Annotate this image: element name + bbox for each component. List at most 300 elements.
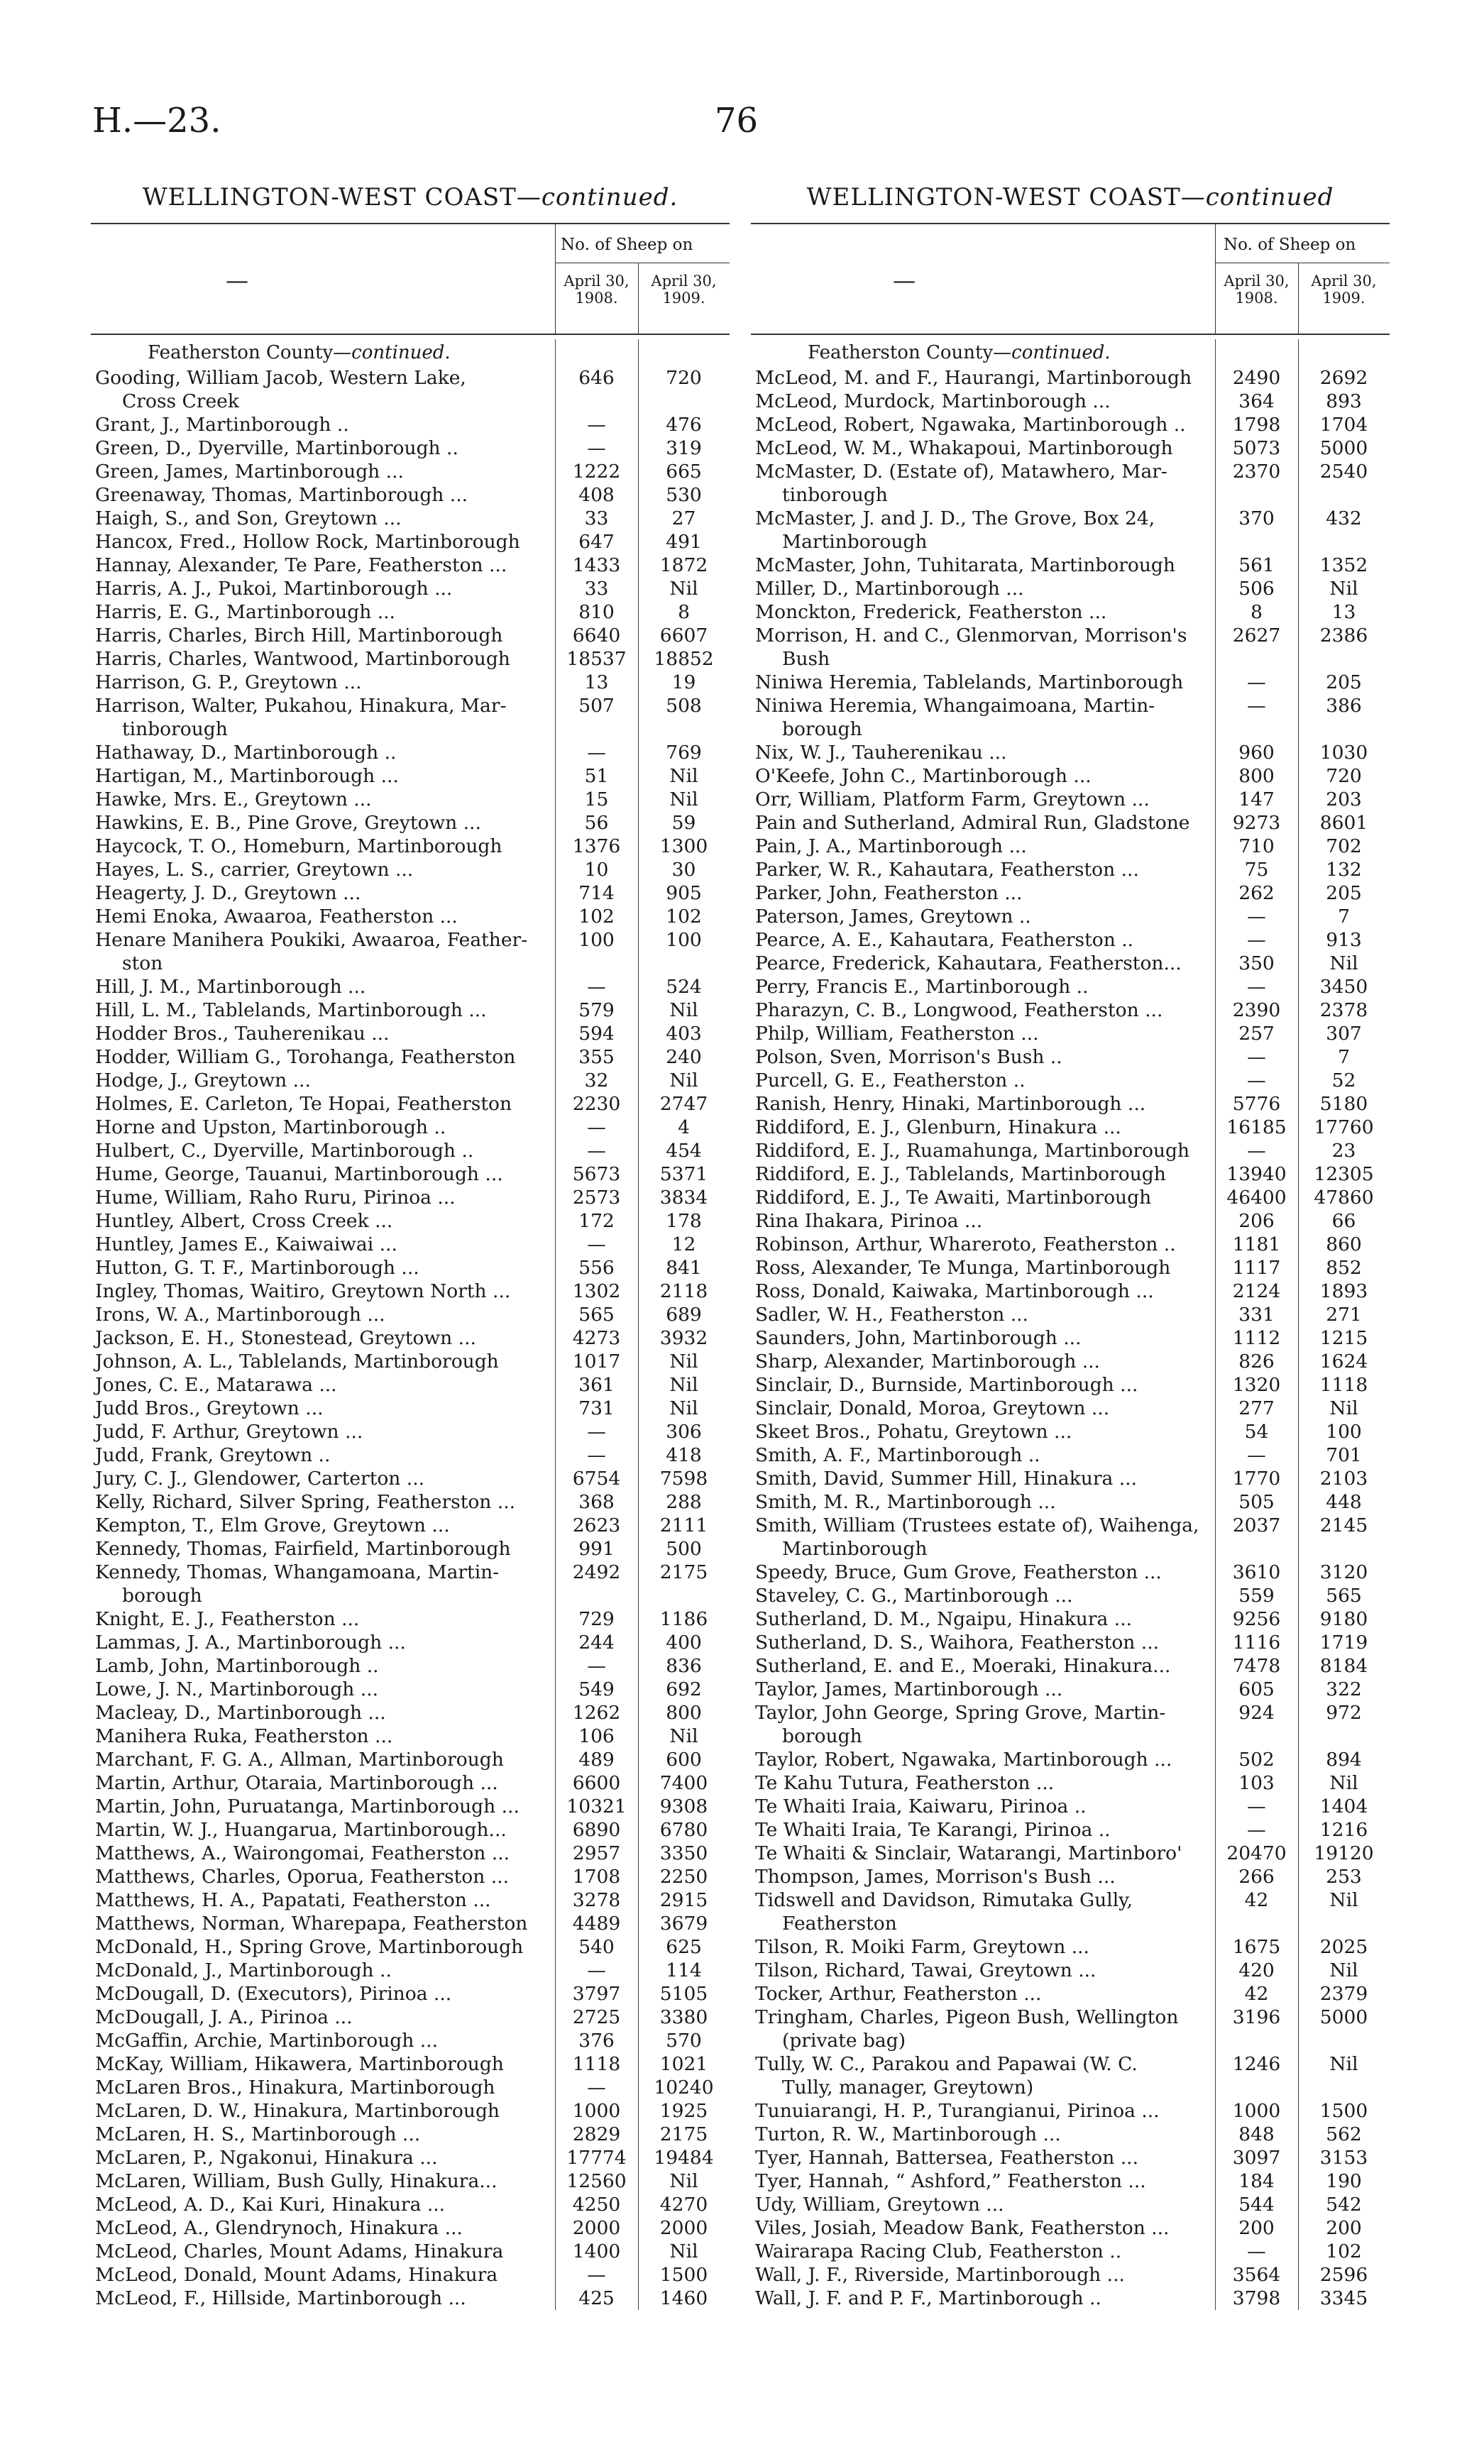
sheep-1908-cell: 54 xyxy=(1244,1421,1269,1443)
entry-name: Pharazyn, C. B., Longwood, Featherston ... xyxy=(755,999,1163,1021)
sheep-1909-cell: 403 xyxy=(666,1023,702,1045)
entry-name: McGaffin, Archie, Martinborough ... xyxy=(95,2030,439,2052)
sheep-1908-cell: 1433 xyxy=(572,554,621,576)
entry-name: Smith, William (Trustees estate of), Waihenga, xyxy=(755,1514,1199,1536)
entry-name: Te Whaiti Iraia, Te Karangi, Pirinoa .. xyxy=(755,1819,1111,1841)
sheep-1909-cell: 6780 xyxy=(659,1819,708,1841)
entry-name: McMaster, J. and J. D., The Grove, Box 24, xyxy=(755,507,1155,529)
entry-name: Knight, E. J., Featherston ... xyxy=(95,1608,360,1630)
sheep-1908-cell: 2037 xyxy=(1232,1514,1281,1536)
table-row xyxy=(91,2099,730,2123)
entry-name: Harris, Charles, Wantwood, Martinborough xyxy=(95,648,510,670)
sheep-1908-cell: 368 xyxy=(578,1491,615,1513)
sheep-1909-cell: 1030 xyxy=(1319,742,1368,764)
entry-name: Nix, W. J., Tauherenikau ... xyxy=(755,742,1007,764)
sheep-1909-cell: 476 xyxy=(666,414,702,436)
sheep-1908-cell: 51 xyxy=(584,765,609,787)
sheep-1909-cell: 19120 xyxy=(1314,1842,1374,1864)
sheep-1909-cell: 6607 xyxy=(659,625,708,647)
section-title-suffix: continued xyxy=(1205,183,1334,211)
sheep-1908-cell: 8 xyxy=(1251,601,1263,623)
sheep-1909-cell: 562 xyxy=(1326,2123,1362,2145)
entry-name: Skeet Bros., Pohatu, Greytown ... xyxy=(755,1421,1072,1443)
entry-name: McLeod, Charles, Mount Adams, Hinakura xyxy=(95,2240,504,2262)
sheep-1909-cell: 2540 xyxy=(1319,461,1368,483)
table-row xyxy=(91,1631,730,1654)
entry-name: McLeod, Murdock, Martinborough ... xyxy=(755,390,1111,412)
entry-name-continued: Cross Creek xyxy=(122,390,239,412)
sheep-1908-cell: 1000 xyxy=(572,2100,621,2122)
sheep-1909-cell: 665 xyxy=(666,461,702,483)
sheep-1908-cell: — xyxy=(1247,1795,1266,1817)
table-row xyxy=(91,764,730,788)
entry-name: Pain and Sutherland, Admiral Run, Gladstone xyxy=(755,812,1190,834)
sheep-1908-cell: — xyxy=(1247,1819,1266,1841)
sheep-1908-cell: 15 xyxy=(584,788,609,810)
sheep-1908-cell: 1222 xyxy=(572,461,621,483)
sheep-1909-cell: 1215 xyxy=(1319,1327,1368,1349)
table-row xyxy=(91,2123,730,2146)
sheep-1909-cell: 2118 xyxy=(659,1280,708,1302)
sheep-1909-cell: 1500 xyxy=(659,2264,708,2286)
sheep-1909-cell: 500 xyxy=(666,1538,702,1560)
entry-name: Hume, William, Raho Ruru, Pirinoa ... xyxy=(95,1187,456,1209)
col-header-line: 1908. xyxy=(1235,290,1278,307)
sheep-1908-cell: 800 xyxy=(1238,765,1275,787)
sheep-1909-cell: 102 xyxy=(666,906,702,928)
county-heading-suffix: continued. xyxy=(351,342,451,363)
sheep-1908-cell: — xyxy=(1247,906,1266,928)
sheep-1908-cell: 848 xyxy=(1238,2123,1275,2145)
sheep-1908-cell: 2000 xyxy=(572,2217,621,2239)
sheep-1908-cell: 544 xyxy=(1238,2194,1275,2216)
document-code: H.—23. xyxy=(92,101,221,141)
table-row xyxy=(91,1022,730,1045)
sheep-1908-cell: 2370 xyxy=(1232,461,1281,483)
table-row xyxy=(751,928,1390,952)
sheep-1908-cell: 100 xyxy=(578,929,615,951)
entry-name: Pain, J. A., Martinborough ... xyxy=(755,835,1027,857)
sheep-1909-cell: Nil xyxy=(669,1351,698,1373)
entry-name: McLeod, W. M., Whakapoui, Martinborough xyxy=(755,437,1173,459)
sheep-1908-cell: 370 xyxy=(1238,507,1275,529)
sheep-1908-cell: — xyxy=(1247,1444,1266,1466)
sheep-1908-cell: — xyxy=(587,1140,606,1162)
table-row xyxy=(91,1373,730,1397)
sheep-1908-cell: 559 xyxy=(1238,1585,1275,1607)
table-row xyxy=(751,811,1390,835)
table-row xyxy=(91,788,730,811)
sheep-1909-cell: 132 xyxy=(1326,859,1362,881)
table-row xyxy=(751,1678,1390,1701)
table-row xyxy=(751,1420,1390,1443)
sheep-1908-cell: 33 xyxy=(584,507,609,529)
section-title xyxy=(751,183,1390,223)
sheep-1908-cell: 425 xyxy=(578,2287,615,2309)
sheep-1909-cell: 3679 xyxy=(659,1913,708,1935)
sheep-1908-cell: — xyxy=(587,414,606,436)
col-header-line: April 30, xyxy=(1224,273,1290,290)
entry-name: Matthews, A., Wairongomai, Featherston ... xyxy=(95,1842,510,1864)
entry-name: Te Kahu Tutura, Featherston ... xyxy=(755,1772,1055,1794)
sheep-1908-cell: 2230 xyxy=(572,1093,621,1115)
sheep-1909-cell: 7400 xyxy=(659,1772,708,1794)
sheep-1908-cell: 33 xyxy=(584,578,609,600)
entry-name: Taylor, John George, Spring Grove, Martin- xyxy=(755,1702,1166,1724)
sheep-1909-cell: 59 xyxy=(671,812,696,834)
sheep-1909-cell: 852 xyxy=(1326,1257,1362,1279)
sheep-1908-cell: 7478 xyxy=(1232,1655,1281,1677)
sheep-1908-cell: 42 xyxy=(1244,1889,1269,1911)
sheep-1909-cell: 114 xyxy=(666,1959,702,1981)
table-row xyxy=(91,647,730,671)
sheep-1909-cell: 52 xyxy=(1331,1069,1356,1091)
sheep-1908-cell: 364 xyxy=(1238,390,1275,412)
entry-name: Lamb, John, Martinborough .. xyxy=(95,1655,379,1677)
entry-name: Haycock, T. O., Homeburn, Martinborough xyxy=(95,835,502,857)
sheep-1908-cell: 489 xyxy=(578,1749,615,1771)
sheep-1909-cell: 3380 xyxy=(659,2006,708,2028)
sheep-1909-cell: 701 xyxy=(1326,1444,1362,1466)
entry-name: Riddiford, E. J., Te Awaiti, Martinborough xyxy=(755,1187,1152,1209)
sheep-1908-cell: 355 xyxy=(578,1046,615,1068)
sheep-1908-cell: 5673 xyxy=(572,1163,621,1185)
sheep-1909-cell: Nil xyxy=(1329,952,1358,974)
entry-name: Tilson, R. Moiki Farm, Greytown ... xyxy=(755,1936,1089,1958)
sheep-1909-cell: 17760 xyxy=(1314,1116,1374,1138)
sheep-1909-cell: 530 xyxy=(666,484,702,506)
left-column xyxy=(91,183,730,2310)
sheep-1909-cell: 200 xyxy=(1326,2217,1362,2239)
sheep-1908-cell: — xyxy=(587,1444,606,1466)
table-row xyxy=(91,1818,730,1842)
sheep-1908-cell: 350 xyxy=(1238,952,1275,974)
sheep-1909-cell: 600 xyxy=(666,1749,702,1771)
sheep-1908-cell: 1400 xyxy=(572,2240,621,2262)
table-row xyxy=(91,2052,730,2076)
sheep-1908-cell: 257 xyxy=(1238,1023,1275,1045)
table-row xyxy=(91,1842,730,1865)
entry-name: Grant, J., Martinborough .. xyxy=(95,414,349,436)
entry-name: Hannay, Alexander, Te Pare, Featherston ... xyxy=(95,554,507,576)
sheep-1908-cell: 9273 xyxy=(1232,812,1281,834)
table-row xyxy=(91,483,730,507)
col-header-line: 1908. xyxy=(575,290,618,307)
entry-name: McMaster, John, Tuhitarata, Martinborough xyxy=(755,554,1175,576)
sheep-1908-cell: 2957 xyxy=(572,1842,621,1864)
table-row xyxy=(91,1443,730,1467)
sheep-1909-cell: 3345 xyxy=(1319,2287,1368,2309)
entry-name: Wall, J. F. and P. F., Martinborough .. xyxy=(755,2287,1101,2309)
table-body xyxy=(91,339,730,2310)
entry-name: Tully, W. C., Parakou and Papawai (W. C. xyxy=(755,2053,1138,2075)
sheep-1909-cell: 4 xyxy=(678,1116,690,1138)
sheep-1909-cell: 1872 xyxy=(659,554,708,576)
entry-name: Hume, George, Tauanui, Martinborough ... xyxy=(95,1163,503,1185)
table-row xyxy=(91,1069,730,1092)
sheep-1909-cell: 2145 xyxy=(1319,1514,1368,1536)
sheep-1908-cell: 3564 xyxy=(1232,2264,1281,2286)
sheep-1909-cell: 190 xyxy=(1326,2170,1362,2192)
sheep-1908-cell: — xyxy=(1247,695,1266,717)
table-row xyxy=(751,999,1390,1022)
table-row xyxy=(751,858,1390,881)
table-row xyxy=(91,1514,730,1537)
table-row xyxy=(91,1561,730,1607)
entry-name: Lowe, J. N., Martinborough ... xyxy=(95,1678,379,1700)
table-row xyxy=(91,1888,730,1912)
entry-name: Judd Bros., Greytown ... xyxy=(95,1397,324,1419)
sheep-1909-cell: 905 xyxy=(666,882,702,904)
col-header-line: 1909. xyxy=(662,290,705,307)
table-row xyxy=(751,694,1390,741)
sheep-1908-cell: 1117 xyxy=(1232,1257,1281,1279)
table-row xyxy=(91,881,730,905)
table-row xyxy=(91,1116,730,1139)
entry-name: Hemi Enoka, Awaaroa, Featherston ... xyxy=(95,906,458,928)
sheep-1909-cell: 1118 xyxy=(1319,1374,1368,1396)
entry-name-continued: Featherston xyxy=(782,1913,897,1935)
sheep-1908-cell: 1675 xyxy=(1232,1936,1281,1958)
sheep-1909-cell: 1300 xyxy=(659,835,708,857)
table-row xyxy=(91,1959,730,1982)
entry-name: Marchant, F. G. A., Allman, Martinborough xyxy=(95,1749,504,1771)
name-column-header: — xyxy=(893,267,916,294)
table-row xyxy=(91,1045,730,1069)
sheep-1908-cell: 2490 xyxy=(1232,367,1281,389)
entry-name-continued: ston xyxy=(122,952,163,974)
col-header-line: 1909. xyxy=(1322,290,1365,307)
sheep-1908-cell: 42 xyxy=(1244,1983,1269,2005)
table-row xyxy=(91,2146,730,2169)
entry-name: Wall, J. F., Riverside, Martinborough ... xyxy=(755,2264,1125,2286)
entry-name: Philp, William, Featherston ... xyxy=(755,1023,1039,1045)
sheep-1908-cell: 605 xyxy=(1238,1678,1275,1700)
entry-name: Riddiford, E. J., Glenburn, Hinakura ... xyxy=(755,1116,1121,1138)
entry-name: Hartigan, M., Martinborough ... xyxy=(95,765,399,787)
sheep-1908-cell: 32 xyxy=(584,1069,609,1091)
sheep-1909-cell: Nil xyxy=(669,1374,698,1396)
sheep-1909-cell: Nil xyxy=(1329,1889,1358,1911)
sheep-1908-cell: 1262 xyxy=(572,1702,621,1724)
sheep-1909-cell: 12305 xyxy=(1314,1163,1374,1185)
sheep-1908-cell: 1000 xyxy=(1232,2100,1281,2122)
sheep-1909-cell: Nil xyxy=(669,788,698,810)
table-row xyxy=(91,1209,730,1233)
sheep-1908-cell: 2124 xyxy=(1232,1280,1281,1302)
entry-name: Lammas, J. A., Martinborough ... xyxy=(95,1632,406,1654)
table-row xyxy=(751,952,1390,975)
table-row xyxy=(751,1959,1390,1982)
sheep-1908-cell: 2829 xyxy=(572,2123,621,2145)
sheep-1909-cell: 271 xyxy=(1326,1304,1362,1326)
sheep-1908-cell: 6890 xyxy=(572,1819,621,1841)
entry-name: Sutherland, D. M., Ngaipu, Hinakura ... xyxy=(755,1608,1133,1630)
sheep-1909-cell: 2915 xyxy=(659,1889,708,1911)
table-row xyxy=(91,694,730,741)
sheep-1909-cell: 893 xyxy=(1326,390,1362,412)
entry-name-continued: Bush xyxy=(782,648,830,670)
entry-name-continued: Martinborough xyxy=(782,1538,928,1560)
entry-name: Matthews, Norman, Wharepapa, Featherston xyxy=(95,1913,528,1935)
sheep-1909-cell: Nil xyxy=(1329,2053,1358,2075)
sheep-1908-cell: — xyxy=(1247,1140,1266,1162)
col-header-1908 xyxy=(555,273,638,307)
sheep-1909-cell: 319 xyxy=(666,437,702,459)
sheep-1908-cell: 579 xyxy=(578,999,615,1021)
table-row xyxy=(751,2006,1390,2052)
entry-name: Parker, John, Featherston ... xyxy=(755,882,1023,904)
entry-name: Sutherland, E. and E., Moeraki, Hinakura... xyxy=(755,1655,1171,1677)
sheep-1908-cell: 172 xyxy=(578,1210,615,1232)
sheep-1909-cell: 100 xyxy=(666,929,702,951)
entry-name: McLeod, A., Glendrynoch, Hinakura ... xyxy=(95,2217,463,2239)
entry-name: Ross, Alexander, Te Munga, Martinborough xyxy=(755,1257,1171,1279)
entry-name-continued: Tully, manager, Greytown) xyxy=(782,2077,1034,2099)
sheep-1909-cell: 692 xyxy=(666,1678,702,1700)
table-row xyxy=(751,2263,1390,2287)
sheep-1909-cell: 3153 xyxy=(1319,2147,1368,2169)
right-column xyxy=(751,183,1390,2310)
sheep-1908-cell: — xyxy=(587,2077,606,2099)
sheep-1908-cell: 277 xyxy=(1238,1397,1275,1419)
entry-name: Tyer, Hannah, Battersea, Featherston ... xyxy=(755,2147,1138,2169)
sheep-1908-cell: 200 xyxy=(1238,2217,1275,2239)
table-row xyxy=(91,1490,730,1514)
entry-name: Judd, F. Arthur, Greytown ... xyxy=(95,1421,363,1443)
table-row xyxy=(751,1209,1390,1233)
entry-name: Hill, L. M., Tablelands, Martinborough ... xyxy=(95,999,487,1021)
entry-name: McLeod, A. D., Kai Kuri, Hinakura ... xyxy=(95,2194,446,2216)
sheep-1908-cell: 266 xyxy=(1238,1866,1275,1888)
sheep-1908-cell: 565 xyxy=(578,1304,615,1326)
sheep-1909-cell: 542 xyxy=(1326,2194,1362,2216)
sheep-1909-cell: 894 xyxy=(1326,1749,1362,1771)
entry-name-continued: borough xyxy=(782,718,862,740)
sheep-1909-cell: 1460 xyxy=(659,2287,708,2309)
entry-name: Thompson, James, Morrison's Bush ... xyxy=(755,1866,1116,1888)
table-row xyxy=(751,507,1390,554)
entry-name: Pearce, A. E., Kahautara, Featherston .. xyxy=(755,929,1134,951)
sheep-1908-cell: 20470 xyxy=(1226,1842,1287,1864)
sheep-1909-cell: 720 xyxy=(1326,765,1362,787)
table-row xyxy=(91,671,730,694)
sheep-1909-cell: 66 xyxy=(1331,1210,1356,1232)
col-header-line: April 30, xyxy=(651,273,717,290)
sheep-1909-cell: 47860 xyxy=(1314,1187,1374,1209)
table-row xyxy=(751,1186,1390,1209)
entry-name: Huntley, Albert, Cross Creek ... xyxy=(95,1210,393,1232)
sheep-1908-cell: — xyxy=(1247,1069,1266,1091)
sheep-1908-cell: 729 xyxy=(578,1608,615,1630)
sheep-1908-cell: 2627 xyxy=(1232,625,1281,647)
sheep-1908-cell: 3610 xyxy=(1232,1561,1281,1583)
table-row xyxy=(91,2240,730,2263)
table-row xyxy=(751,835,1390,858)
sheep-1908-cell: — xyxy=(587,1116,606,1138)
table-row xyxy=(751,2287,1390,2310)
table-row xyxy=(751,1069,1390,1092)
sheep-1908-cell: — xyxy=(587,1233,606,1255)
county-heading-suffix: continued. xyxy=(1011,342,1111,363)
sheep-1909-cell: 432 xyxy=(1326,507,1362,529)
table-row xyxy=(91,835,730,858)
sheep-1908-cell: 2623 xyxy=(572,1514,621,1536)
sheep-1909-cell: 5000 xyxy=(1319,437,1368,459)
table-body xyxy=(751,339,1390,2310)
sheep-1908-cell: 361 xyxy=(578,1374,615,1396)
table-row xyxy=(751,1397,1390,1420)
county-heading-text: Featherston County— xyxy=(808,342,1012,363)
col-header-line: April 30, xyxy=(564,273,630,290)
table-row xyxy=(751,413,1390,436)
table-row xyxy=(751,2052,1390,2099)
table-header xyxy=(751,223,1390,335)
entry-name: Green, James, Martinborough ... xyxy=(95,461,404,483)
sheep-1909-cell: 570 xyxy=(666,2030,702,2052)
table-row xyxy=(91,413,730,436)
entry-name: Hodder Bros., Tauherenikau ... xyxy=(95,1023,390,1045)
col-header-1908 xyxy=(1215,273,1298,307)
sheep-1909-cell: 9180 xyxy=(1319,1608,1368,1630)
sheep-1908-cell: 540 xyxy=(578,1936,615,1958)
table-row xyxy=(751,905,1390,928)
sheep-1908-cell: 826 xyxy=(1238,1351,1275,1373)
sheep-1909-cell: 3834 xyxy=(659,1187,708,1209)
sheep-1909-cell: 418 xyxy=(666,1444,702,1466)
entry-name: Kelly, Richard, Silver Spring, Featherston ... xyxy=(95,1491,516,1513)
table-row xyxy=(751,1022,1390,1045)
entry-name: Smith, M. R., Martinborough ... xyxy=(755,1491,1056,1513)
entry-name: McLaren, H. S., Martinborough ... xyxy=(95,2123,421,2145)
table-row xyxy=(91,1092,730,1116)
sheep-1908-cell: 206 xyxy=(1238,1210,1275,1232)
sheep-1909-cell: Nil xyxy=(669,765,698,787)
table-row xyxy=(91,1912,730,1935)
sheep-1908-cell: 594 xyxy=(578,1023,615,1045)
sheep-1908-cell: 1118 xyxy=(572,2053,621,2075)
sheep-1909-cell: 1925 xyxy=(659,2100,708,2122)
sheep-1908-cell: 502 xyxy=(1238,1749,1275,1771)
entry-name: Saunders, John, Martinborough ... xyxy=(755,1327,1082,1349)
entry-name: McLaren, D. W., Hinakura, Martinborough xyxy=(95,2100,500,2122)
entry-name: Tyer, Hannah, “ Ashford,” Featherston ... xyxy=(755,2170,1146,2192)
sheep-1909-cell: 8601 xyxy=(1319,812,1368,834)
entry-name: Taylor, Robert, Ngawaka, Martinborough ... xyxy=(755,1749,1172,1771)
sheep-1908-cell: 13 xyxy=(584,671,609,693)
entry-name: Matthews, H. A., Papatati, Featherston ... xyxy=(95,1889,491,1911)
entry-name: McDougall, J. A., Pirinoa ... xyxy=(95,2006,353,2028)
sheep-1908-cell: 505 xyxy=(1238,1491,1275,1513)
table-row xyxy=(91,1420,730,1443)
sheep-1908-cell: 1708 xyxy=(572,1866,621,1888)
sheep-1909-cell: Nil xyxy=(669,578,698,600)
entry-name: Perry, Francis E., Martinborough .. xyxy=(755,976,1089,998)
sheep-1909-cell: 12 xyxy=(671,1233,696,1255)
table-row xyxy=(751,1701,1390,1748)
sheep-1909-cell: 7 xyxy=(1338,906,1350,928)
table-row xyxy=(751,390,1390,413)
table-row xyxy=(751,1654,1390,1678)
entry-name: O'Keefe, John C., Martinborough ... xyxy=(755,765,1092,787)
sheep-1909-cell: 836 xyxy=(666,1655,702,1677)
sheep-1908-cell: 13940 xyxy=(1226,1163,1287,1185)
entry-name: Jackson, E. H., Stonestead, Greytown ... xyxy=(95,1327,476,1349)
table-row xyxy=(751,1795,1390,1818)
table-row xyxy=(751,1514,1390,1561)
entry-name: Hutton, G. T. F., Martinborough ... xyxy=(95,1257,419,1279)
sheep-1909-cell: 2175 xyxy=(659,1561,708,1583)
